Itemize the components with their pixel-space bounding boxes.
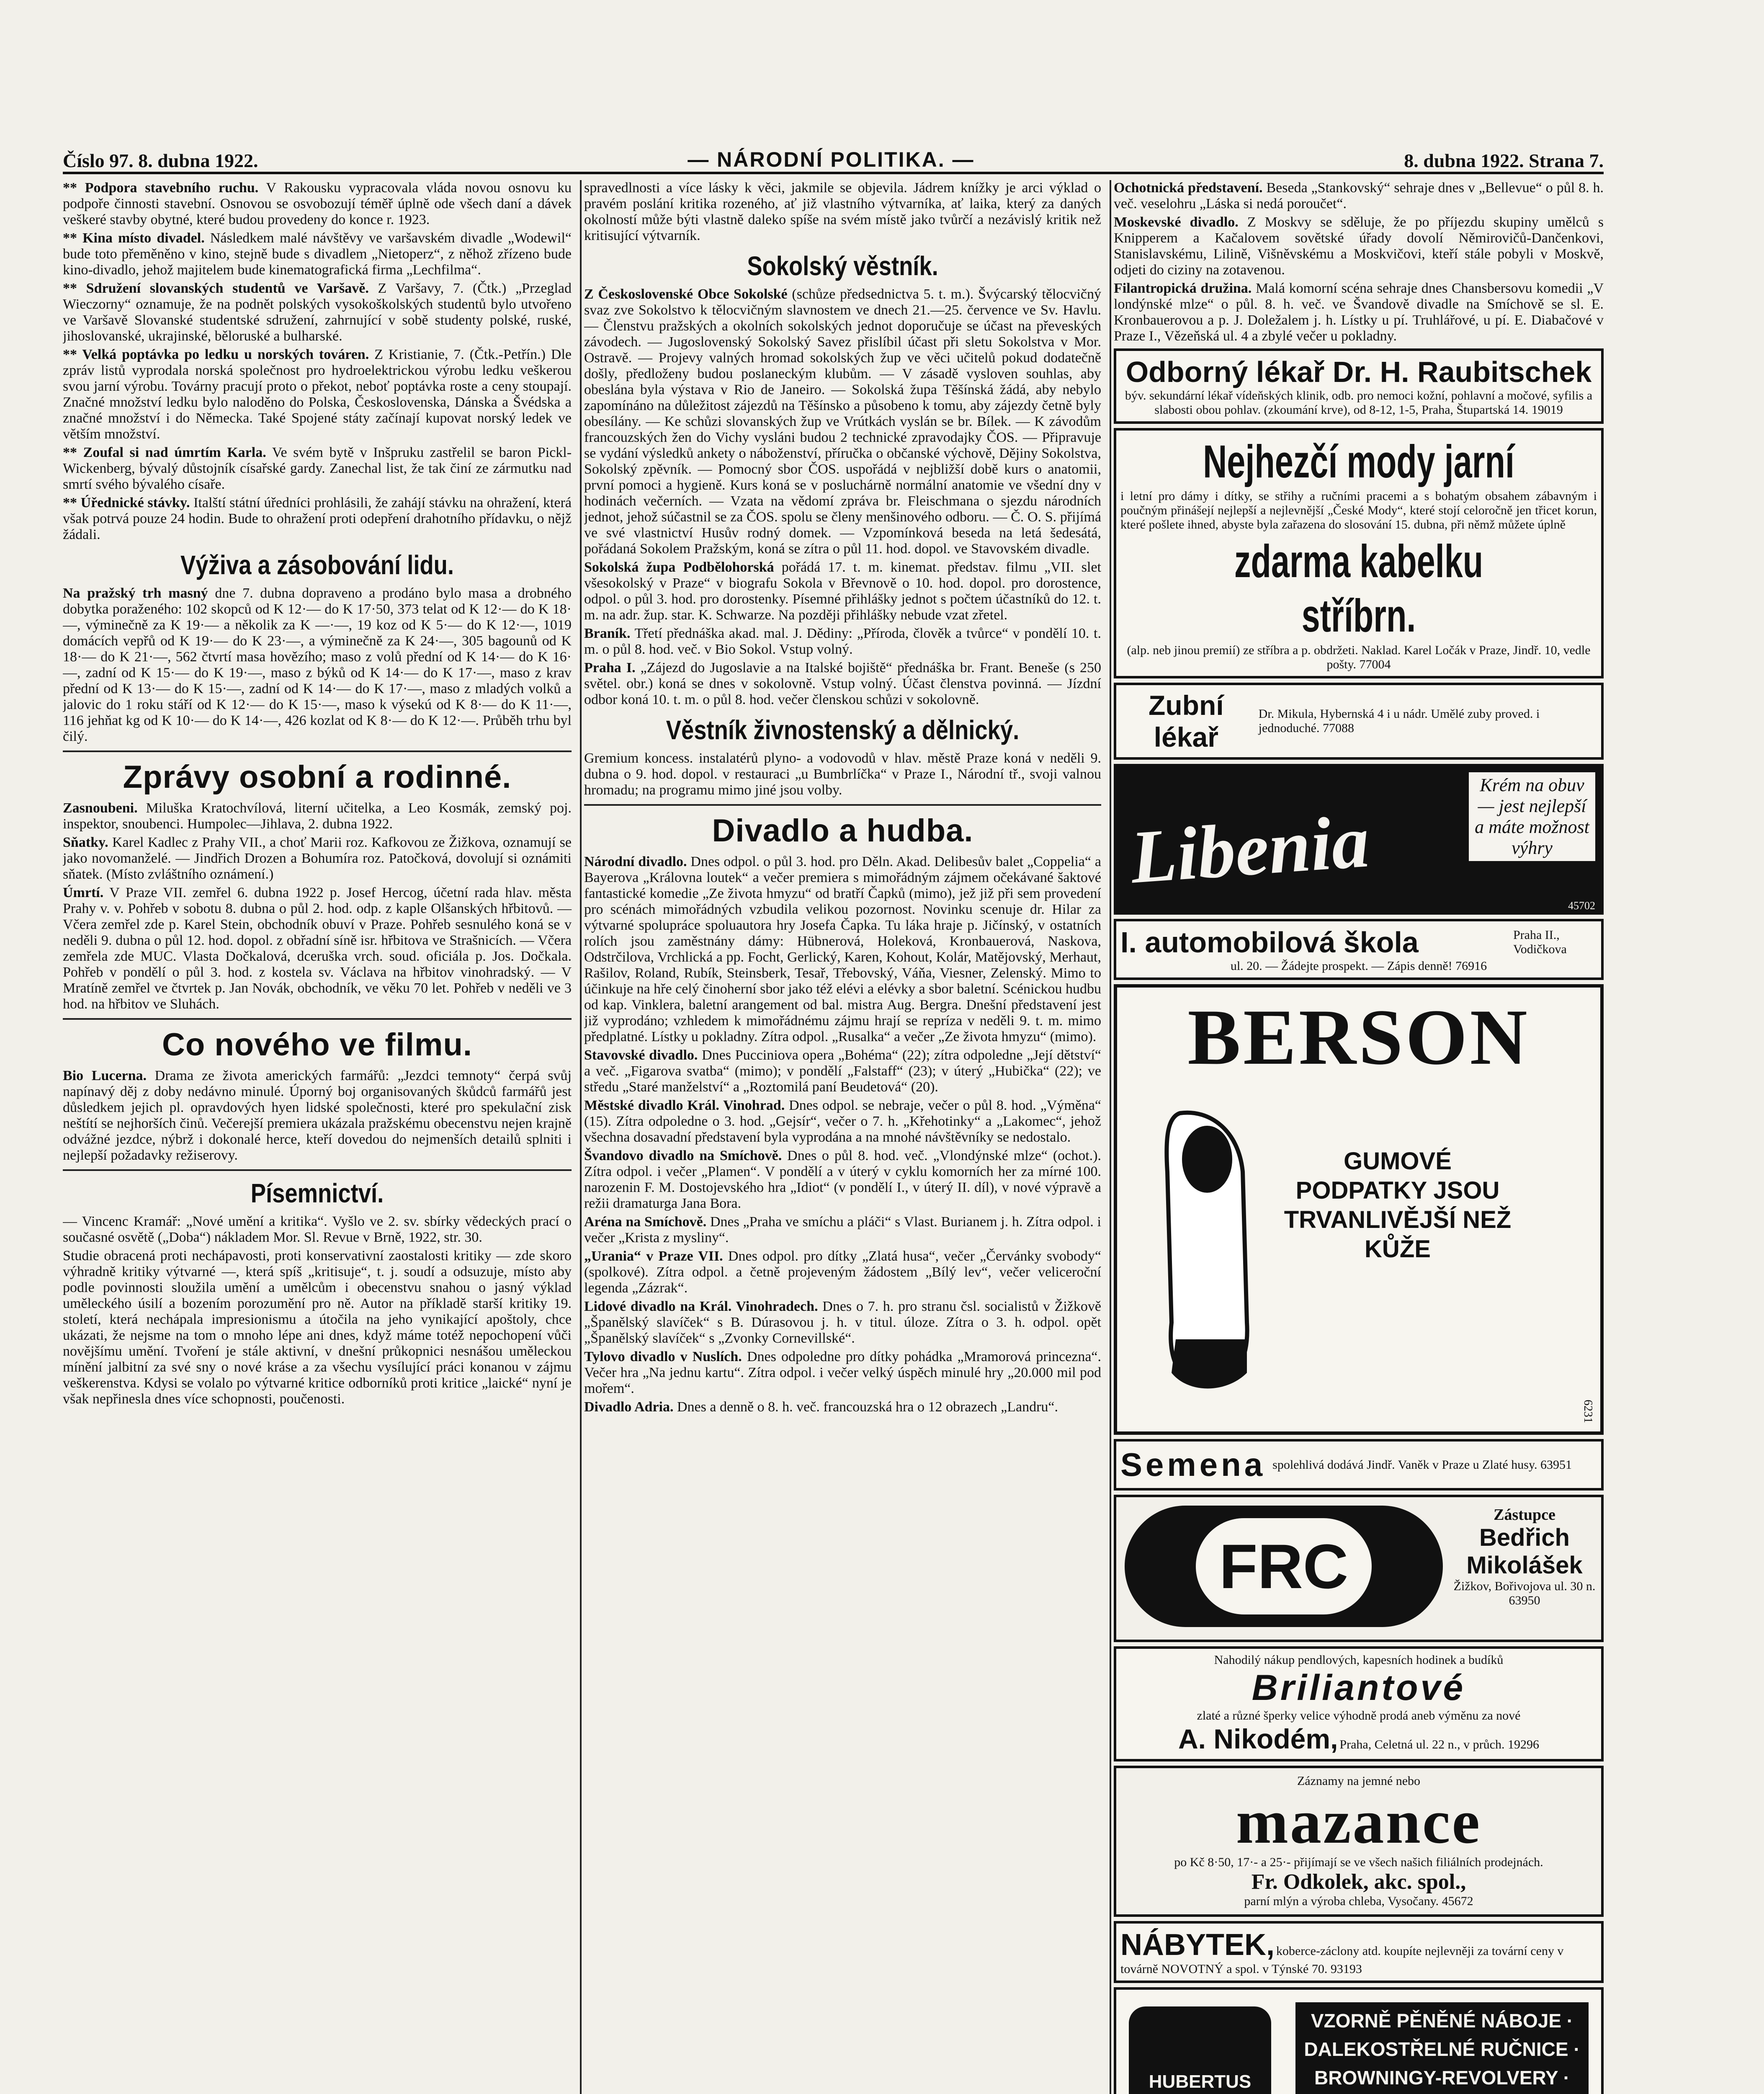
libenia-side-text: Krém na obuv — jest nejlepší a máte možnost výhry: [1469, 772, 1595, 861]
article: Ochotnická představení. Beseda „Stankovský“ sehraje dnes v „Bellevue“ o půl 8. h. več. veselohru „Láska si nedá poroučet“.: [1114, 180, 1604, 211]
ad-nikodem: Nahodilý nákup pendlových, kapesních hodinek a budíků Briliantové zlaté a různé šperky velice výhodně prodá aneb výměnu za nové A. Nikodém, Praha, Celetná ul. 22 n., v průch. 19296: [1114, 1646, 1604, 1761]
article: Divadlo Adria. Dnes a denně o 8. h. več. francouzská hra o 12 obrazech „Landru“.: [584, 1399, 1058, 1415]
article: Tylovo divadlo v Nuslích. Dnes odpoledne pro dítky pohádka „Mramorová princezna“. Večer hra „Na jednu kartu“. Zítra odpol. i večer velký úspěch minulé hry „20.000 mil pod mořem“.: [584, 1349, 1101, 1396]
divider: [63, 1018, 572, 1020]
article: Z Československé Obce Sokolské (schůze předsednictva 5. t. m.). Švýcarský tělocvičný svaz zve Sokolstvo k tělocvičným slavnostem ve dnech 21.—25. července ve Sv. Havlu. — Členstvu pražských a okolních sokolských jednot doporučuje se účast na převeských závodech. — Jugoslovenský Sokolský Savez přislíbil účast při sletu Sokolstva v Mor. Ostravě. — Projevy valných hromad sokolských žup ve věci učitelů pokud dodatečně došly, předloženy budou poslaneckým klubům. — V zásadě vysloven souhlas, aby obeslána byla výstava v Rio de Janeiro. — Sokolská župa Těšínská žádá, aby nebylo zapomínáno na důležitost zájezdů na Těšínsko a působeno k tomu, aby zájezdy četně byly obesílány. — Ke schůzi slovanských žup ve Vrútkách vyslán se br. Bílek. — K závodům francouzských žen do Vichy vysláni budou 2 technické zpravodajky ČOS. — Připravuje se vydání výsledků ankety o náboženství, příručka o občanské výchově, Dějiny Sokolstva, Sokolský zpěvník. — Pomocný sbor ČOS. uspořádá v nejbližší době kurs o anatomii, první pomoci a hygieně. Kurs koná se v posluchárně normální anatomie ve všední dny v hodinách večerních. — Vzata na vědomí zpráva br. Fleischmana o sjezdu národních jednot, jehož súčastnil se za ČOS. spolu se členy menšinového odboru. — Č. O. S. přijímá ve své vlastnictví Husův rodný domek. — Vzpomínková beseda na letá šedesátá, pořádaná Sokolem Pražským, koná se zítra o půl 11. hod. dopol. ve Stavovském divadle.: [584, 286, 1102, 557]
newspaper-title: — NÁRODNÍ POLITIKA. —: [688, 148, 975, 171]
ad-ceske-mody: Nejhezčí mody jarní i letní pro dámy i dítky, se střihy a ručními pracemi a s bohatým obsahem zábavným i poučným přinášejí nejlepší a nejlevnější „České Mody“, které stojí celoročně jen třicet korun, které pošlete ihned, abyste byla zařazena do slosování 15. dubna, při němž můžete úplně zdarma kabelku stříbrn. (alp. neb jinou premií) ze stříbra a p. obdržeti. Naklad. Karel Ločák v Praze, Jindř. 10, vedle pošty. 77004: [1114, 428, 1604, 678]
ad-semena: Semena spolehlivá dodává Jindř. Vaněk v Praze u Zlaté husy. 63951: [1114, 1439, 1604, 1491]
article: Gremium koncess. instalatérů plyno- a vodovodů v hlav. městě Praze koná v neděli 9. dubna o 9. hod. dopol. v restauraci „u Bumbrlíčka“ v Praze I., Národní tř., svoji valnou hromadu; na programu mimo jiné jsou volby.: [584, 750, 1101, 798]
section-heading: Výživa a zásobování lidu.: [180, 550, 454, 580]
divider: [584, 804, 1101, 806]
article: „Urania“ v Praze VII. Dnes odpol. pro dítky „Zlatá husa“, večer „Červánky svobody“ (spolkové). Zítra odpol. a četně projeveným žádostem „Bílý lev“, večer veliceroční legenda „Zázrak“.: [584, 1248, 1101, 1296]
divider: [63, 750, 572, 752]
ad-odkolek-mazance: Záznamy na jemné nebo mazance po Kč 8·50, 17·- a 25·- přijímají se ve všech našich filiálních prodejnách. Fr. Odkolek, akc. spol., parní mlýn a výroba chleba, Vysočany. 45672: [1114, 1766, 1604, 1917]
article: Úmrtí. V Praze VII. zemřel 6. dubna 1922 p. Josef Hercog, účetní rada hlav. města Prahy v. v. Pohřeb v sobotu 8. dubna o půl 2. hod. odp. z kaple Olšanských hřbitovů. — Včera zemřel zde p. Karel Stein, obchodník obuví v Praze. Pohřeb sesnulého koná se v neděli 9. dubna o půl 12. hod. dopol. z obřadní síně isr. hřbitova ve Strašnicích. — Včera zemřela zde MUC. Vlasta Dočkalová, dceruška vrch. soud. oficiála p. Jos. Dočkala. Pohřeb v pondělí o půl 3. hod. z kostela sv. Václava na hřbitov vinohradský. — V Mratíně zemřel ve čtvrtek p. Jan Novák, obchodník, ve věku 70 let. Pohřeb v neděli ve 3 hod. na hřbitov ve Sluhách.: [63, 885, 572, 1012]
article: Švandovo divadlo na Smíchově. Dnes o půl 8. hod. več. „Vlondýnské mlze“ (ochot.). Zítra odpol. i večer „Plamen“. V pondělí a v úterý v cyklu komorních her za mírné 100. narozenin F. M. Dostojevského hra „Idiot“ (v pondělí I., v úterý II. díl), v nové výpravě a režii dramaturga Jana Bora.: [584, 1148, 1102, 1211]
divider: [63, 1169, 572, 1171]
ad-zubni-lekar: Zubní lékař Dr. Mikula, Hybernská 4 i u nádr. Umělé zuby proved. i jednoduché. 77088: [1114, 683, 1604, 760]
article: Bio Lucerna. Drama ze života amerických farmářů: „Jezdci temnoty“ čerpá svůj napínavý děj z doby nedávno minulé. Úporný boj organisovaných škůdců farmářů jest důsledkem jejich pl. opravdových hyen lidské společnosti, které pro spekulační zisk neštítí se nejhorších činů. Večerejší premiera ukázala pražskému obecenstvu nejen krajně odvážné jezdce, nýbrž i dokonalé herce, kteří dovedou do nejmenších detailů splniti i nejlepší požadavky režiserovy.: [63, 1068, 572, 1163]
ad-berson: BERSON GUMOVÉ PODPATKY JSOU TRVANLIVĚJŠÍ NEŽ KŮŽE 6231: [1114, 984, 1604, 1435]
ad-frc-mikolasek: FRC Zástupce Bedřich Mikolášek Žižkov, Bořivojova ul. 30 n. 63950: [1114, 1495, 1604, 1642]
masthead-right: 8. dubna 1922. Strana 7.: [1404, 150, 1604, 171]
cartridge-box-icon: HUBERTUS: [1129, 2006, 1271, 2094]
article: Studie obracená proti nechápavosti, proti konservativní zaostalosti kritiky — zde skoro výhradně kritiky výtvarné —, která spíš „kritisuje“, t. j. soudí a odsuzuje, místo aby podle povinnosti sloužila umění a umělcům i obecenstvu snahou o jasný výklad uměleckého úsilí a bozením porozumění pro ně. Autor na příkladě starší kritiky 19. století, která nechápala impresionismu a útočila na jeho vynikající apoštoly, chce ukázati, že nejsme na tom o mnoho lépe ani dnes, když máme totéž nepochopení vůči novějšímu umění. Tvoření je stále aktivní, v dnešní průkopnici nesnášou uměleckou mínění jalbitní za své sny o nové kráse a za všechu vysílující práci konanou v zájmu veškerenstva. Kdysi se volalo po výtvarné kritice odborníků proti kritice „laické“ nyní je však nepřinesla dnes více schopnosti, poučenosti.: [63, 1248, 572, 1407]
section-heading: Divadlo a hudba.: [712, 813, 973, 848]
article: ** Zoufal si nad úmrtím Karla. Ve svém bytě v Inšpruku zastřelil se baron Pickl-Wickenberg, bývalý důstojník císařské gardy. Zanechal list, že tak činí ze zármutku nad smrtí svého bývalého císaře.: [63, 445, 572, 492]
berson-logo: BERSON: [1187, 993, 1530, 1081]
article: ** Velká poptávka po ledku u norských továren. Z Kristianie, 7. (Čtk.-Petřín.) Dle zpráv listů vyprodala norská společnost pro hydroelektrickou výrobu ledku veškerou svou jarní výrobu. Továrny pracují proto o překot, neboť poptávka roste a ceny stoupají. Značné množství ledku bylo naloděno do Polska, Československa, Dánska a Švédska a značné množství i do Německa. Také Spojené státy začínají kupovat norský ledek ve větším množství.: [63, 347, 572, 442]
frc-logo: FRC: [1196, 1518, 1372, 1614]
column-1: [63, 180, 582, 2094]
article: Aréna na Smíchově. Dnes „Praha ve smíchu a pláči“ s Vlast. Burianem j. h. Zítra odpol. i večer „Krista z mysliny“.: [584, 1214, 1101, 1246]
ad-nabytek: NÁBYTEK, kobercе-záclony atd. koupíte nejlevněji za tovární ceny v továrně NOVOTNÝ a spol. v Týnské 70. 93193: [1114, 1921, 1604, 1983]
article: Národní divadlo. Dnes odpol. o půl 3. hod. pro Děln. Akad. Delibesův balet „Coppelia“ a Bayerova „Královna loutek“ a večer premiera s mimořádným zájmem očekávané šaktové fantastické komedie „Ze života hmyzu“ od bratří Čapků (mimo), jež již při sem provedení pro scénách mimořádných vzbudila velikou pozornost. Novinku scenuje dr. Hilar za výtvarné spolupráce spoluautora hry Josefa Čapka. Tu láka hraje p. Jičínský, v ostatních rolích jsou zaměstnány dámy: Hübnerová, Holeková, Kronbauerová, Naskova, Odstrčilova, Vrchlická a pp. Focht, Gerlický, Karen, Kohout, Kolár, Matějovský, Merhaut, Rašilov, Roland, Rubík, Steinsberk, Tesař, Třebovský, Váňa, Viesner, Zelenský. Mimo to účinkuje na hře celý činoherní sbor jako též elévi a elévky a sbor baletní. Scénickou hudbu od kap. Vinklera, baletní arangement od bal. mistra Aug. Bergra. Dnešní představení jest již vyprodáno; vzhledem k mimořádnému zájmu hrají se repríza v neděli 9. t. m. mimo předplatné. Lístky u pokladny. Zítra odpol. „Rusalka“ a večer „Ze života hmyzu“ (mimo).: [584, 854, 1101, 1044]
article: Braník. Třetí přednáška akad. mal. J. Dědiny: „Příroda, člověk a tvůrce“ v pondělí 10. t. m. o půl 8. hod. več. v Bio Sokol. Vstup volný.: [584, 626, 1101, 657]
article: Lidové divadlo na Král. Vinohradech. Dnes o 7. h. pro stranu čsl. socialistů v Žižkově „Španělský slavíček“ s B. Dúrasovou j. h. v titul. úloze. Zítra o 3. h. odpol. opět „Španělský slavíček“ s „Zvonky Cornevillské“.: [584, 1299, 1101, 1346]
hubertus-text: VZORNĚ PĚNĚNÉ NÁBOJE · DALEKOSTŘELNÉ RUČNICE · BROWNINGY-REVOLVERY ·: [1295, 2002, 1589, 2094]
article: Stavovské divadlo. Dnes Pucciniova opera „Bohéma“ (22); zítra odpoledne „Její dětství“ a več. „Figarova svatba“ (mimo); v pondělí „Falstaff“ (23); v úterý „Hubička“ (22); ve středu „Staré manželství“ a „Roztomilá paní Beudetová“ (20).: [584, 1047, 1101, 1095]
ad-raubitschek: Odborný lékař Dr. H. Raubitschek býv. sekundární lékař vídeňských klinik, odb. pro nemoci kožní, pohlavní a močové, syfilis a slabosti obou pohlav. (zkoumání krve), od 8-12, 1-5, Praha, Štupartská 14. 19019: [1114, 348, 1604, 424]
ad-autoskola: I. automobilová škola Praha II., Vodičkova ul. 20. — Žádejte prospekt. — Zápis denně! 76916: [1114, 919, 1604, 980]
section-heading: Zprávy osobní a rodinné.: [123, 759, 512, 795]
section-heading: Věstník živnostenský a dělnický.: [666, 715, 1020, 745]
masthead-left: Číslo 97. 8. dubna 1922.: [63, 150, 258, 171]
column-2: [584, 180, 1111, 2094]
column-3: [1114, 180, 1604, 2094]
article: Zasnoubeni. Miluška Kratochvílová, literní učitelka, a Leo Kosmák, zemský poj. inspektor, snoubenci. Humpolec—Jihlava, 2. dubna 1922.: [63, 800, 572, 832]
section-heading: Písemnictví.: [250, 1178, 384, 1208]
ad-libenia: Libenia Krém na obuv — jest nejlepší a máte možnost výhry 45702: [1114, 764, 1604, 915]
article: Filantropická družina. Malá komorní scéna sehraje dnes Chansbersovu komedii „V londýnské mlze“ o půl. 8. h. več. ve Švandově divadle na Smíchově se sl. E. Kronbauerovou a p. J. Doležalem j. h. Lístky u pí. Truhlářové, u pí. E. Diabačové v Praze I., Vězeňská ul. 4 a zbylé večer u pokladny.: [1114, 281, 1604, 344]
masthead: [63, 138, 1604, 174]
article: ** Úřednické stávky. Italští státní úředníci prohlásili, že zahájí stávku na ohražení, která však potrvá pouze 24 hodin. Bude to ohražení proti odepření drahotního přídavku, o nějž žádali.: [63, 495, 572, 542]
ad-hubertus: [1114, 1987, 1604, 2094]
berson-slogan: GUMOVÉ PODPATKY JSOU TRVANLIVĚJŠÍ NEŽ KŮŽE: [1284, 1148, 1512, 1263]
libenia-logo: Libenia: [1128, 799, 1372, 899]
mazance-title: mazance: [1236, 1787, 1482, 1857]
article: ** Podpora stavebního ruchu. V Rakousku vypracovala vláda novou osnovu ku podpoře činnosti stavební. Osnovou se osvobozují téměř úplně ode všech daní a dávek veškeré stavby obytné, které budou provedeny do konce r. 1923.: [63, 180, 572, 227]
article: Městské divadlo Král. Vinohrad. Dnes odpol. se nebraje, večer o půl 8. hod. „Výměna“ (15). Zítra odpoledne o 3. hod. „Gejsír“, večer o 7. h. „Křehotinky“ a „Lakomec“, jehož všechna dosavadní představení byla vyprodána a na mnohé návštěvníky se nedostalo.: [584, 1098, 1102, 1145]
article: Praha I. „Zájezd do Jugoslavie a na Italské bojiště“ přednáška br. Frant. Beneše (s 250 světel. obr.) koná se dnes v sokolovně. Vstup volný. Účast členstva povinná. — Jízdní odbor koná 10. t. m. o půl 8. hod. večer členskou schůzi v sokolovně.: [584, 660, 1102, 707]
section-heading: Sokolský věstník.: [747, 251, 938, 281]
article: Sňatky. Karel Kadlec z Prahy VII., a choť Marii roz. Kafkovou ze Žižkova, oznamují se jako novomanželé. — Jindřich Drozen a Bohumíra roz. Patočková, dovolují si oznámiti sňatek. (Místo zvláštního oznámení.): [63, 835, 572, 882]
article: — Vincenc Kramář: „Nové umění a kritika“. Vyšlo ve 2. sv. sbírky vědeckých prací o současné osvětě („Doba“) nákladem Mor. Sl. Revue v Brně, 1922, str. 30.: [63, 1214, 572, 1245]
article: Sokolská župa Podbělohorská pořádá 17. t. m. kinemat. představ. filmu „VII. slet všesokolský v Praze“ v biografu Sokola v Břevnově o 10. hod. dopol. pro dorostence, odpol. o půl 3. hod. pro dorostenky. Písemné přihlášky jednot s počtem účastníků do 12. t. m. na adr. žup. star. K. Schwarze. Na později přihlášky nebude vzat zřetel.: [584, 560, 1101, 623]
article: ** Sdružení slovanských studentů ve Varšavě. Z Varšavy, 7. (Čtk.) „Przeglad Wieczorny“ oznamuje, že na podnět polských vysokoškolských studentů bylo utvořeno ve Varšavě Slovanské studentské sdružení, zahrnující v sobě studenty polské, ruské, jihoslovanské, ukrajinské, běloruské a bulharské.: [63, 281, 572, 344]
newspaper-page: [63, 138, 1604, 2094]
shoe-illustration-icon: [1142, 1105, 1268, 1398]
article: Moskevské divadlo. Z Moskvy se sděluje, že po příjezdu skupiny umělců s Knipperem a Kačalovem sovětské úřady dovolí Němirovičů-Dančenkovi, Stanislavskému, Lilině, Višněvskému a Moskvičovi, kteří stále pobyli v Moskvě, odjeti do ciziny na zotavenou.: [1114, 214, 1604, 278]
section-heading: Co nového ve filmu.: [162, 1027, 473, 1062]
article: spravedlnosti a více lásky k věci, jakmile se objevila. Jádrem knížky je arci výklad o pravém poslání kritika rozeného, ať již vlastního výtvarníka, ať laika, který za daných okolností může býti vlastně daleko spíše na svém místě jako tvůrčí a nezávislý kritik než kritisující výtvarník.: [584, 180, 1101, 243]
article: Na pražský trh masný dne 7. dubna dopraveno a prodáno bylo masa a drobného dobytka poraženého: 102 skopců od K 12·— do K 17·50, 373 telat od K 12·— do K 18·—, výminečně za K 19·— a několik za K —·—, 19 koz od K 5·— do K 12·—, 1019 domácích vepřů od K 19·— do K 23·—, a výminečně za K 24·—, 305 bagounů od K 18·— do K 21·—, 562 čtvrtí masa hovězího; maso z volů přední od K 14·— do K 16·—, zadní od K 15·— do K 19·—, maso z býků od K 14·— do K 17·—, maso z krav přední od K 13·— do K 15·—, zadní od K 14·— do K 17·—, maso z mladých volků a jalovic do 1 roku stáří od K 12·— do K 15·—, maso k výsekú od K 8·— do K 11·—, 116 jehňat kg od K 10·— do K 14·—, 426 kozlat od K 8·— do K 12·—. Průběh trhu byl čilý.: [63, 585, 572, 744]
article: ** Kina místo divadel. Následkem malé návštěvy ve varšavském divadle „Wodewil“ bude toto přeměněno v kino, stejně bude s divadlem „Nietoperz“, z něhož zřízeno bude kino-divadlo, jehož majitelem bude kinematografická firma „Lechfilma“.: [63, 230, 572, 278]
